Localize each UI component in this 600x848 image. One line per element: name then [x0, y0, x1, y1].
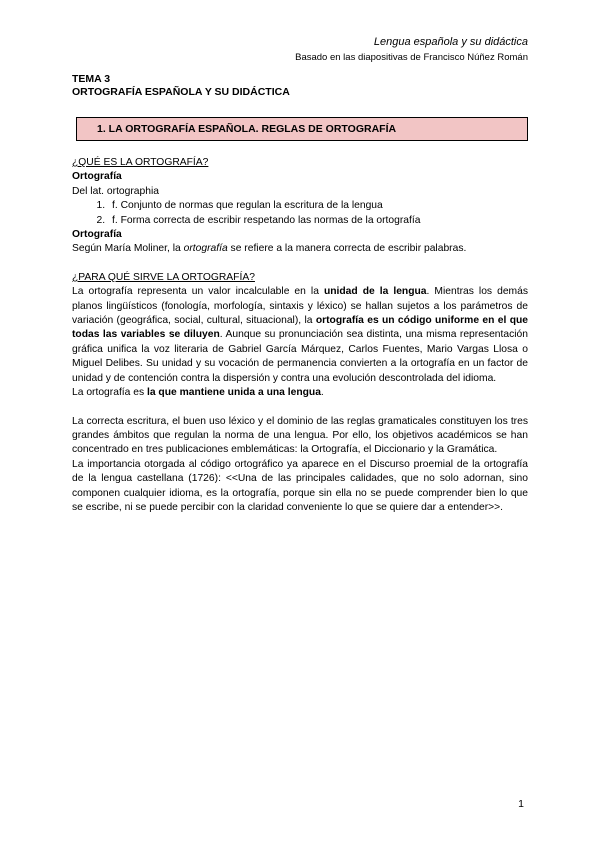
text-span: . [320, 387, 324, 399]
tema-title: ORTOGRAFÍA ESPAÑOLA Y SU DIDÁCTICA [72, 86, 290, 98]
term-ortografia-2: Ortografía [72, 229, 122, 241]
page-header [295, 36, 528, 64]
header-title: Lengua española y su didáctica [373, 36, 528, 48]
page-number: 1 [518, 798, 524, 810]
question-heading-1: ¿QUÉ ES LA ORTOGRAFÍA? [72, 157, 209, 168]
bold-span: ortografía es un código uniforme en el que todas las variables se diluyen [72, 315, 528, 341]
header-subtitle: Basado en las diapositivas de Francisco Núñez Román [295, 52, 528, 63]
bold-span: unidad de la lengua [323, 286, 427, 298]
list-item: 1. f. Conjunto de normas que regulan la escritura de la lengua [108, 199, 528, 213]
text-span: . Aunque su pronunciación sea distinta, una misma representación gráfica unifica la voz literaria de Gabriel García Márquez, Carlos Fuentes, Mario Vargas Llosa o Miguel Delibes. Su unidad y su vocación de permanencia convierten a la ortografía en un factor de unidad y de contención contra la dispersión y contra una evolución descontrolada del idioma. [72, 329, 529, 384]
text-span: . Mientras los demás planos lingüísticos (fonología, morfología, sintaxis y léxico) se hallan sujetos a los parámetros de variación (geográfica, social, cultural, situacional), la [72, 286, 528, 327]
etymology: Del lat. ortographia [72, 185, 160, 197]
paragraph-1 [72, 285, 528, 386]
italic-term: ortografía [183, 243, 228, 255]
tema-label: TEMA 3 [72, 73, 111, 85]
section-title: 1. LA ORTOGRAFÍA ESPAÑOLA. REGLAS DE ORTOGRAFÍA [97, 123, 397, 135]
text-span: Según María Moliner, la [72, 243, 184, 255]
question-heading-2: ¿PARA QUÉ SIRVE LA ORTOGRAFÍA? [72, 271, 255, 283]
tema-heading [72, 73, 290, 99]
paragraph-2 [72, 386, 528, 400]
paragraph-4: La importancia otorgada al código ortográfico ya aparece en el Discurso proemial de la ortografía de la lengua castellana (1726): <<Una de las principales calidades, que no solo adornan, sino componen cualquier idioma, es la ortografía, porque sin ella no se puede comprender bien lo que se escribe, ni se puede percibir con la claridad conveniente lo que se quiere dar a entender>>. [72, 458, 528, 513]
text-span: La ortografía es [72, 387, 147, 399]
bold-span: la que mantiene unida a una lengua [146, 387, 321, 399]
text-span: La ortografía representa un valor incalculable en la [72, 286, 324, 298]
definition-list [72, 199, 528, 228]
term-ortografia-1: Ortografía [72, 171, 122, 183]
section-title-box [76, 117, 528, 141]
document-body [72, 156, 528, 515]
text-span: se refiere a la manera correcta de escribir palabras. [227, 243, 467, 255]
list-item: 2. f. Forma correcta de escribir respetando las normas de la ortografía [108, 214, 528, 228]
paragraph-3: La correcta escritura, el buen uso léxico y el dominio de las reglas gramaticales constituyen los tres grandes ámbitos que regulan la norma de una lengua. Por ello, los objetivos académicos se han concentrado en tres publicaciones emblemáticas: la Ortografía, el Diccionario y la Gramática. [72, 415, 528, 456]
moliner-definition [72, 242, 528, 256]
